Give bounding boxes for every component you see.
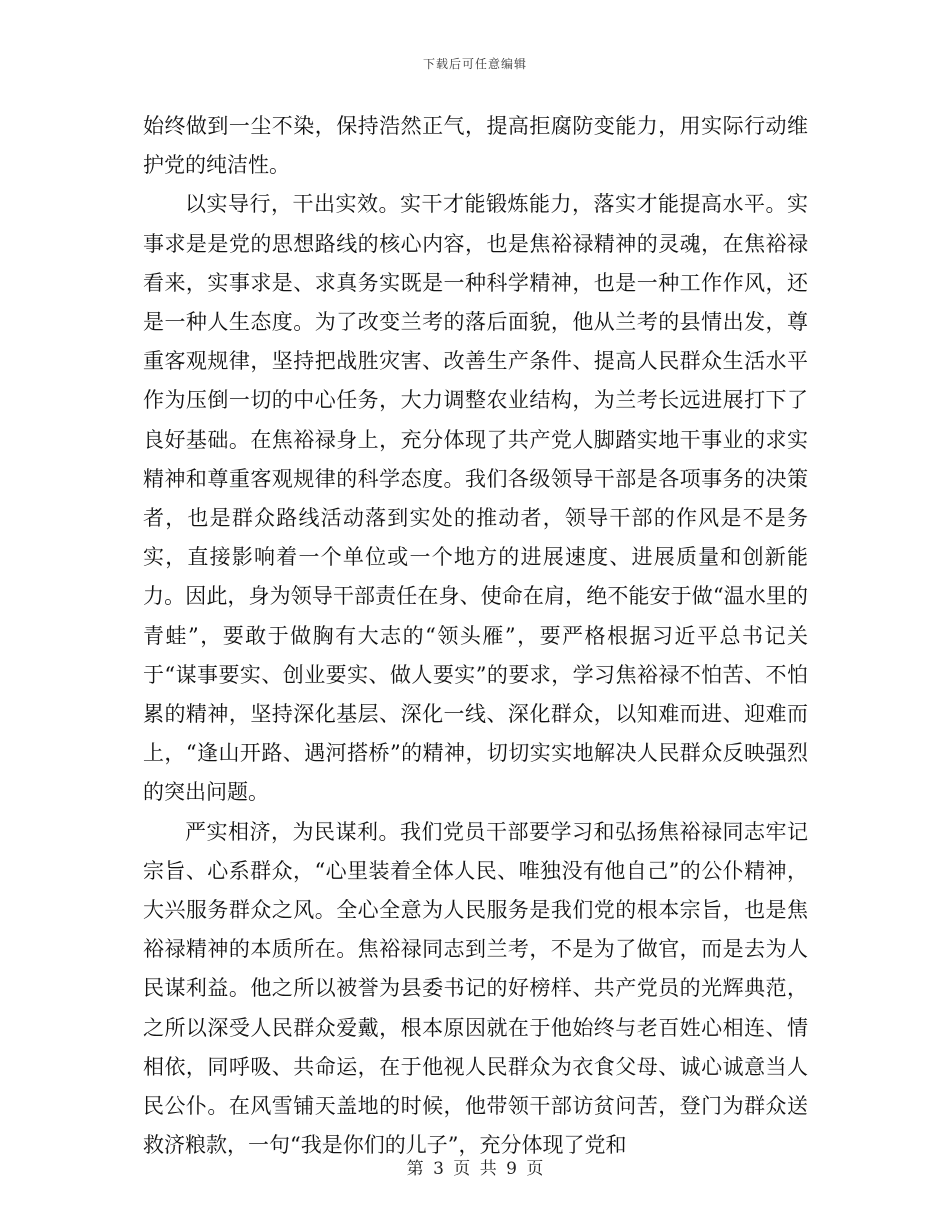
paragraph-serve-people: 严实相济，为民谋利。我们党员干部要学习和弘扬焦裕禄同志牢记宗旨、心系群众，“心里装着全体人民、唯独没有他自己”的公仆精神，大兴服务群众之风。全心全意为人民服务是我们党的根本宗旨，也是焦裕禄精神的本质所在。焦裕禄同志到兰考，不是为了做官，而是去为人民谋利益。他之所以被誉为县委书记的好榜样、共产党员的光辉典范，之所以深受人民群众爱戴，根本原因就在于他始终与老百姓心相连、情相依，同呼吸、共命运，在于他视人民群众为衣食父母、诚心诚意当人民公仆。在风雪铺天盖地的时候，他带领干部访贫问苦，登门为群众送救济粮款，一句“我是你们的儿子”，充分体现了党和 [143, 819, 808, 1158]
page-number: 第 3 页 共 9 页 [406, 1159, 544, 1179]
header-note: 下载后可任意编辑 [422, 57, 527, 71]
paragraph-continuation: 始终做到一尘不染，保持浩然正气，提高拒腐防变能力，用实际行动维护党的纯洁性。 [143, 114, 808, 178]
document-body [143, 107, 808, 1165]
paragraph-practical-action: 以实导行，干出实效。实干才能锻炼能力，落实才能提高水平。实事求是是党的思想路线的核心内容，也是焦裕禄精神的灵魂，在焦裕禄看来，实事求是、求真务实既是一种科学精神，也是一种工作作风，还是一种人生态度。为了改变兰考的落后面貌，他从兰考的县情出发，尊重客观规律，坚持把战胜灾害、改善生产条件、提高人民群众生活水平作为压倒一切的中心任务，大力调整农业结构，为兰考长远进展打下了良好基础。在焦裕禄身上，充分体现了共产党人脚踏实地干事业的求实精神和尊重客观规律的科学态度。我们各级领导干部是各项事务的决策者，也是群众路线活动落到实处的推动者，领导干部的作风是不是务实，直接影响着一个单位或一个地方的进展速度、进展质量和创新能力。因此，身为领导干部责任在身、使命在肩，绝不能安于做“温水里的青蛙”，要敢于做胸有大志的“领头雁”，要严格根据习近平总书记关于“谋事要实、创业要实、做人要实”的要求，学习焦裕禄不怕苦、不怕累的精神，坚持深化基层、深化一线、深化群众，以知难而进、迎难而上，“逢山开路、遇河搭桥”的精神，切切实实地解决人民群众反映强烈的突出问题。 [143, 192, 808, 805]
